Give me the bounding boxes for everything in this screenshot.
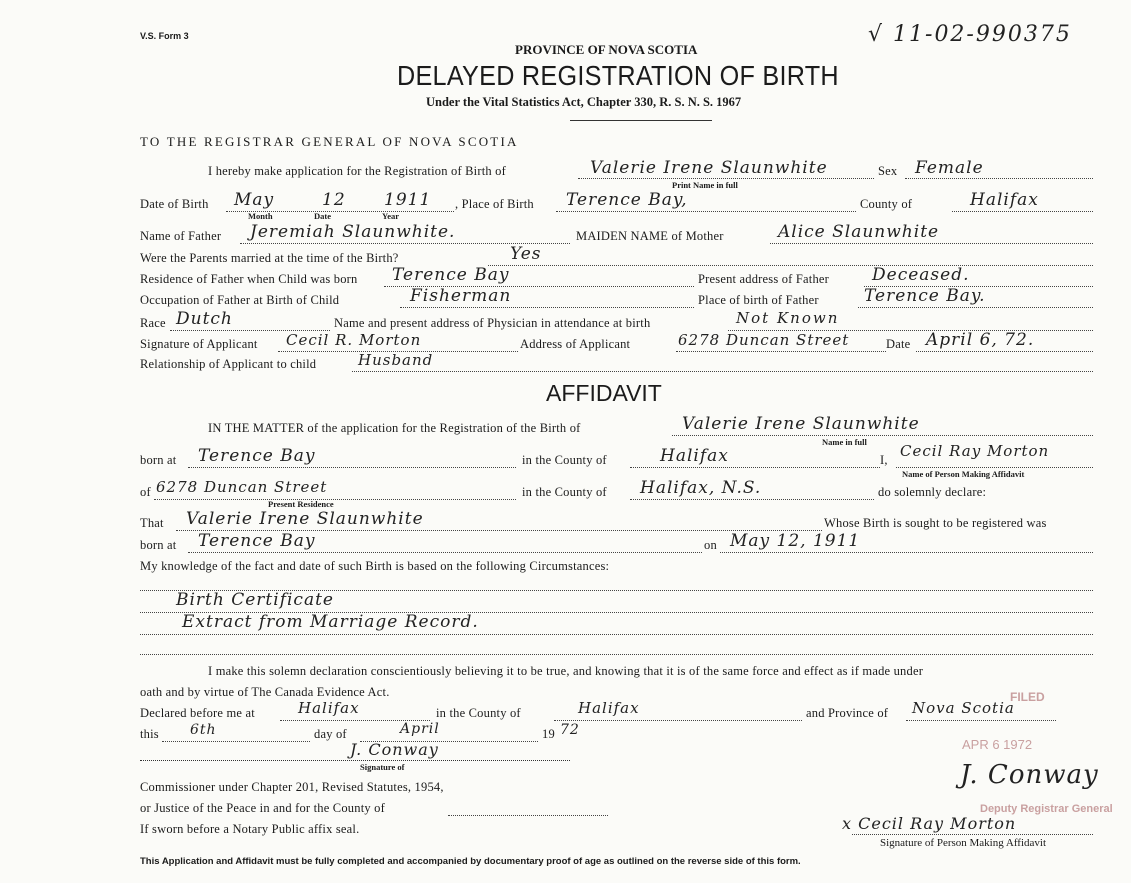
applicant-signature: Cecil R. Morton	[286, 331, 422, 349]
physician-label: Name and present address of Physician in attendance at birth	[334, 316, 651, 330]
present-residence-caption: Present Residence	[268, 499, 334, 509]
form-id: V.S. Form 3	[140, 31, 189, 41]
knowledge-text: My knowledge of the fact and date of such Birth is based on the following Circumstances:	[140, 559, 610, 573]
file-number: √ 11-02-990375	[868, 22, 1072, 47]
commissioner-signature-line	[140, 760, 570, 761]
commissioner-signature: J. Conway	[350, 740, 439, 759]
affidavit-county-line	[630, 467, 880, 468]
decl-county-value: Halifax	[578, 699, 640, 717]
father-label: Name of Father	[140, 229, 222, 243]
affidavit-heading: AFFIDAVIT	[546, 380, 662, 406]
notary-line: If sworn before a Notary Public affix seal.	[140, 822, 360, 836]
declared-label: Declared before me at	[140, 706, 255, 720]
born-at-value: Terence Bay	[198, 446, 316, 466]
province-heading: PROVINCE OF NOVA SCOTIA	[515, 42, 698, 57]
registrar-signature: J. Conway	[960, 760, 1099, 790]
father-value: Jeremiah Slaunwhite.	[250, 222, 456, 242]
decl-county-line	[554, 720, 802, 721]
year-value: 72	[560, 722, 580, 738]
whose-birth-text: Whose Birth is sought to be registered was	[824, 516, 1047, 530]
race-value: Dutch	[176, 309, 233, 329]
father-birthplace-value: Terence Bay.	[864, 286, 986, 306]
deponent-value: Cecil Ray Morton	[900, 442, 1050, 460]
application-intro: I hereby make application for the Registration of Birth of	[208, 164, 506, 178]
print-name-caption: Print Name in full	[672, 180, 738, 190]
pob-label: , Place of Birth	[455, 197, 534, 211]
affidavit-county2-line	[630, 499, 874, 500]
sex-value: Female	[915, 158, 984, 178]
form-title: DELAYED REGISTRATION OF BIRTH	[397, 60, 839, 91]
province-value: Nova Scotia	[912, 699, 1015, 717]
signature-of-caption: Signature of	[360, 762, 405, 772]
i-label: I,	[880, 453, 888, 467]
name-in-full-caption: Name in full	[822, 437, 867, 447]
relationship-value: Husband	[358, 351, 434, 369]
mother-value: Alice Slaunwhite	[778, 222, 940, 242]
deponent-line	[896, 467, 1093, 468]
affidavit-name-value: Valerie Irene Slaunwhite	[682, 414, 920, 434]
applicant-address-label: Address of Applicant	[520, 337, 631, 351]
dob-month-value: May	[234, 190, 275, 210]
relationship-line	[352, 371, 1093, 372]
day-value: 6th	[190, 722, 217, 738]
province-label: and Province of	[806, 706, 889, 720]
this-label: this	[140, 727, 159, 741]
circumstances-line-3	[140, 634, 1093, 635]
month-caption: Month	[248, 211, 273, 221]
on-label: on	[704, 538, 717, 552]
present-address-value: Deceased.	[872, 265, 970, 285]
that-label: That	[140, 516, 164, 530]
declared-at-value: Halifax	[298, 699, 360, 717]
mother-line	[770, 243, 1093, 244]
born-at2-label: born at	[140, 538, 177, 552]
application-date-value: April 6, 72.	[926, 330, 1035, 350]
date-line	[916, 351, 1093, 352]
occupation-label: Occupation of Father at Birth of Child	[140, 293, 340, 307]
occupation-value: Fisherman	[410, 286, 512, 306]
affidavit-county-label: in the County of	[522, 453, 607, 467]
father-birthplace-line	[858, 307, 1093, 308]
justice-county-line	[448, 815, 608, 816]
circumstances-line-4	[140, 654, 1093, 655]
affidavit-residence-value: 6278 Duncan Street	[156, 478, 328, 496]
deponent-signature-line	[852, 834, 1093, 835]
child-name-line	[578, 178, 874, 179]
circumstance-1: Birth Certificate	[176, 590, 334, 610]
date-label: Date	[886, 337, 911, 351]
on-date-line	[720, 552, 1093, 553]
filed-stamp: FILED	[1010, 690, 1045, 704]
county-line	[952, 211, 1093, 212]
that-name-value: Valerie Irene Slaunwhite	[186, 509, 424, 529]
affidavit-county-value: Halifax	[660, 446, 729, 466]
dob-year-value: 1911	[384, 190, 432, 210]
residence-line-affidavit	[154, 499, 516, 500]
affidavit-county2-value: Halifax, N.S.	[640, 478, 762, 498]
month-value: April	[400, 721, 440, 737]
dob-label: Date of Birth	[140, 197, 209, 211]
father-birthplace-label: Place of birth of Father	[698, 293, 819, 307]
sex-label: Sex	[878, 164, 898, 178]
commissioner-line: Commissioner under Chapter 201, Revised Statutes, 1954,	[140, 780, 444, 794]
relationship-label: Relationship of Applicant to child	[140, 357, 317, 371]
affidavit-county2-label: in the County of	[522, 485, 607, 499]
married-line	[488, 265, 1093, 266]
born-at2-value: Terence Bay	[198, 531, 316, 551]
year-prefix: 19	[542, 727, 555, 741]
solemn-declaration-2: oath and by virtue of The Canada Evidence Act.	[140, 685, 390, 699]
of-label: of	[140, 485, 151, 499]
physician-value: Not Known	[736, 309, 840, 327]
pob-value: Terence Bay,	[566, 190, 688, 210]
county-value: Halifax	[970, 190, 1039, 210]
province-line	[906, 720, 1056, 721]
born-at2-line	[188, 552, 702, 553]
date-caption: Date	[314, 211, 331, 221]
residence-value: Terence Bay	[392, 265, 510, 285]
child-name-value: Valerie Irene Slaunwhite	[590, 158, 828, 178]
deputy-registrar-stamp: Deputy Registrar General	[980, 803, 1113, 815]
to-registrar-line: TO THE REGISTRAR GENERAL OF NOVA SCOTIA	[140, 134, 519, 149]
footer-note: This Application and Affidavit must be fully completed and accompanied by documentary proof of age as outlined on the reverse side of this form.	[140, 856, 801, 867]
born-at-label: born at	[140, 453, 177, 467]
occupation-line	[400, 307, 694, 308]
decl-county-label: in the County of	[436, 706, 521, 720]
county-label: County of	[860, 197, 913, 211]
deponent-signature-caption: Signature of Person Making Affidavit	[880, 837, 1046, 849]
year-caption: Year	[382, 211, 399, 221]
signature-label: Signature of Applicant	[140, 337, 258, 351]
present-address-label: Present address of Father	[698, 272, 830, 286]
race-label: Race	[140, 316, 166, 330]
dob-day-value: 12	[322, 190, 346, 210]
married-value: Yes	[510, 244, 542, 264]
justice-line: or Justice of the Peace in and for the County of	[140, 801, 385, 815]
applicant-address-value: 6278 Duncan Street	[678, 331, 850, 349]
affidavit-name-line	[672, 435, 1093, 436]
deponent-signature: x Cecil Ray Morton	[842, 814, 1017, 833]
born-at-line	[188, 467, 516, 468]
form-subtitle: Under the Vital Statistics Act, Chapter 330, R. S. N. S. 1967	[426, 95, 742, 109]
affidavit-intro: IN THE MATTER of the application for the Registration of the Birth of	[208, 421, 581, 435]
on-date-value: May 12, 1911	[730, 531, 861, 551]
married-label: Were the Parents married at the time of the Birth?	[140, 251, 399, 265]
deponent-caption: Name of Person Making Affidavit	[902, 469, 1025, 479]
applicant-address-line	[676, 351, 886, 352]
title-rule	[570, 120, 712, 121]
day-line	[162, 741, 310, 742]
circumstance-2: Extract from Marriage Record.	[182, 612, 479, 632]
received-stamp-date: APR 6 1972	[962, 737, 1033, 752]
declare-text: do solemnly declare:	[878, 485, 987, 499]
solemn-declaration-1: I make this solemn declaration conscientiously believing it to be true, and knowing that it is of the same force and effect as if made under	[208, 664, 924, 678]
sex-line	[905, 178, 1093, 179]
mother-label: MAIDEN NAME of Mother	[576, 229, 724, 243]
residence-label: Residence of Father when Child was born	[140, 272, 358, 286]
day-of-label: day of	[314, 727, 347, 741]
pob-line	[556, 211, 856, 212]
